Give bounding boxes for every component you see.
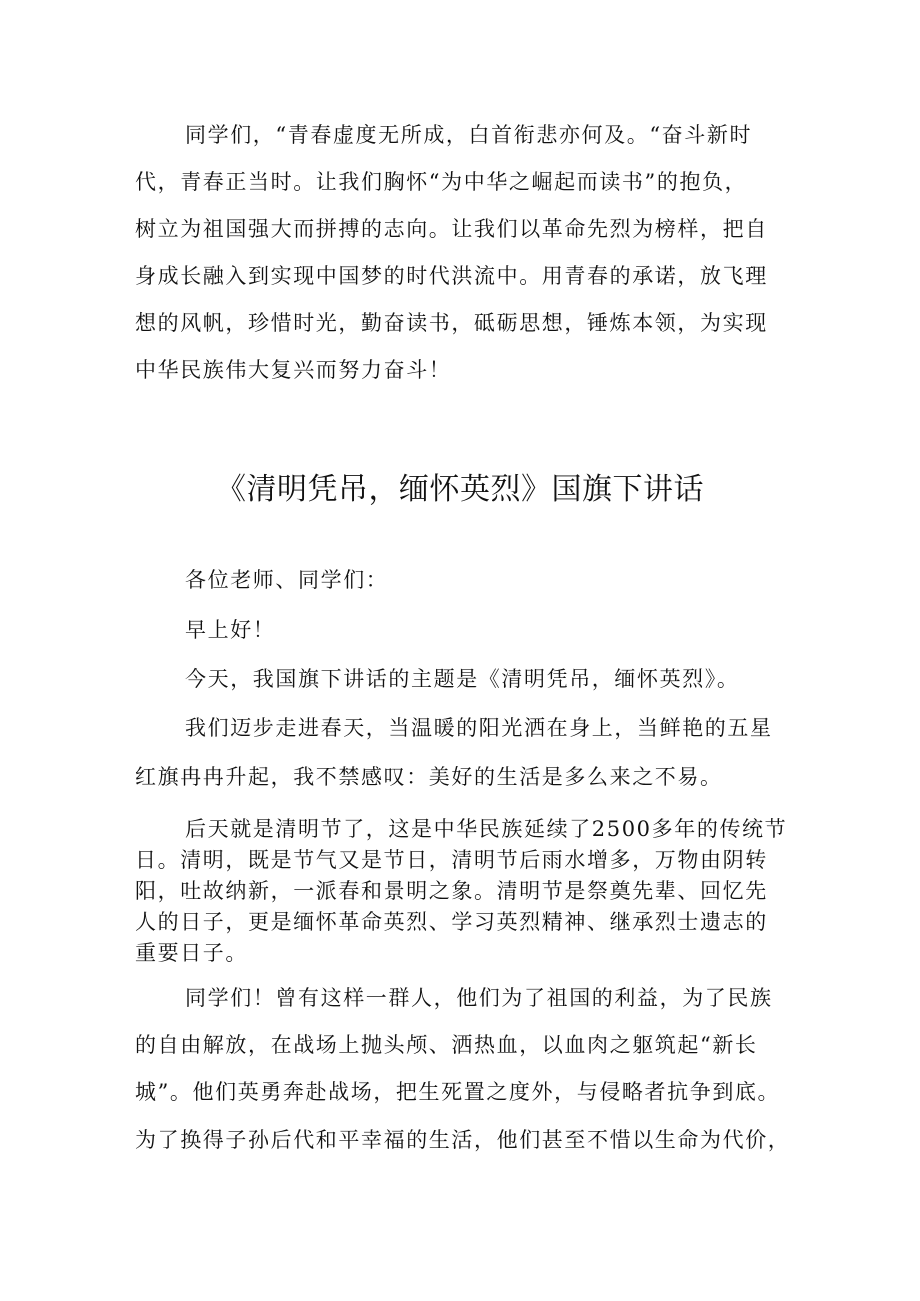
greeting-line: 各位老师、同学们： bbox=[185, 568, 389, 592]
paragraph-line: 红旗冉冉升起，我不禁感叹：美好的生活是多么来之不易。 bbox=[135, 765, 723, 789]
paragraph-line: 日。清明，既是节气又是节日，清明节后雨水增多，万物由阴转 bbox=[135, 848, 768, 872]
paragraph-line: 阳，吐故纳新，一派春和景明之象。清明节是祭奠先辈、回忆先 bbox=[135, 879, 768, 903]
paragraph-line: 重要日子。 bbox=[135, 941, 248, 965]
paragraph-line: 为了换得子孙后代和平幸福的生活，他们甚至不惜以生命为代价， bbox=[135, 1128, 791, 1152]
topic-line: 今天，我国旗下讲话的主题是《清明凭吊，缅怀英烈》。 bbox=[185, 667, 740, 691]
paragraph-line: 树立为祖国强大而拼搏的志向。让我们以革命先烈为榜样，把自 bbox=[135, 217, 768, 241]
paragraph-line: 同学们，“青春虚度无所成，白首衔悲亦何及。“奋斗新时 bbox=[185, 123, 753, 147]
paragraph-line: 代，青春正当时。让我们胸怀“为中华之崛起而读书”的抱负， bbox=[135, 170, 748, 194]
paragraph-line: 城”。他们英勇奔赴战场，把生死置之度外，与侵略者抗争到底。 bbox=[135, 1080, 781, 1104]
paragraph-line: 同学们！曾有这样一群人，他们为了祖国的利益，为了民族 bbox=[185, 986, 773, 1010]
paragraph-line: 想的风帆，珍惜时光，勤奋读书，砥砺思想，锤炼本领，为实现 bbox=[135, 311, 768, 335]
speech-title: 《清明凭吊，缅怀英烈》国旗下讲话 bbox=[216, 472, 704, 507]
good-morning-line: 早上好！ bbox=[185, 618, 276, 642]
paragraph-line: 身成长融入到实现中国梦的时代洪流中。用青春的承诺，放飞理 bbox=[135, 264, 768, 288]
paragraph-line: 中华民族伟大复兴而努力奋斗！ bbox=[135, 358, 452, 382]
paragraph-line: 我们迈步走进春天，当温暖的阳光洒在身上，当鲜艳的五星 bbox=[185, 716, 773, 740]
paragraph-line: 的自由解放，在战场上抛头颅、洒热血，以血肉之躯筑起“新长 bbox=[135, 1033, 758, 1057]
paragraph-line: 人的日子，更是缅怀革命英烈、学习英烈精神、继承烈士遗志的 bbox=[135, 910, 768, 934]
paragraph-line: 后天就是清明节了，这是中华民族延续了2500多年的传统节 bbox=[185, 817, 788, 841]
